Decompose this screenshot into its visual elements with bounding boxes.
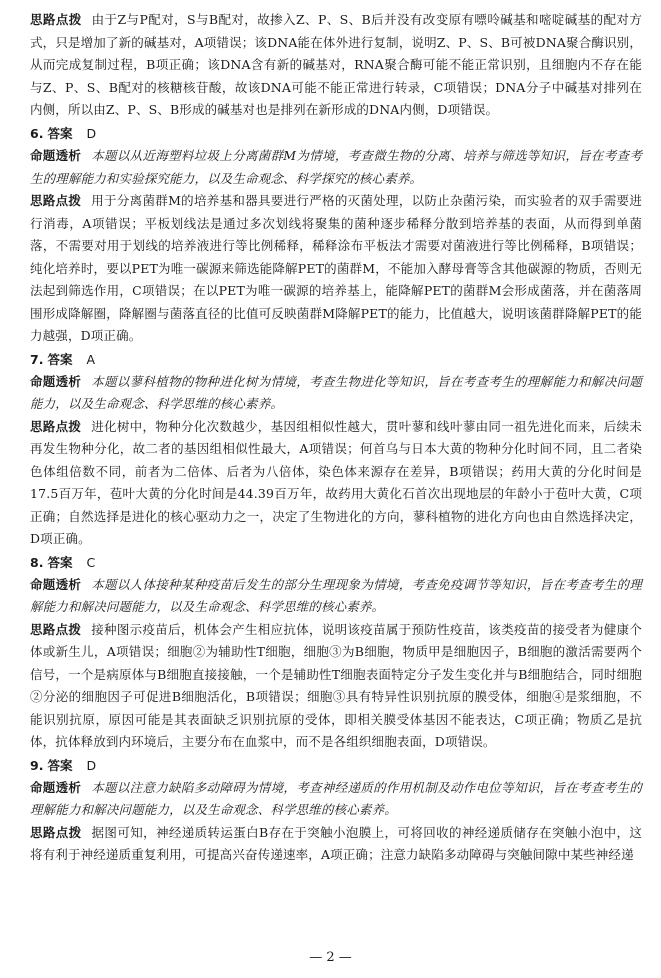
s9-mingti-text: 本题以注意力缺陷多动障碍为情境，考查神经递质的作用机制及动作电位等知识，旨在考查考生的理解能力和解决问题能力，以及生命观念、科学思维的核心素养。 — [30, 779, 642, 817]
s9-silu-label: 思路点拨 — [30, 824, 82, 840]
s6-mingti-paragraph — [30, 145, 642, 190]
s5-silu-text: 由于Z与P配对，S与B配对，故掺入Z、P、S、B后并没有改变原有嘌呤碱基和嘧啶碱基的配对方式，只是增加了新的碱基对，A项错误；该DNA能在体外进行复制，说明Z、P、S、B可被DNA聚合酶识别，从而完成复制过程，B项正确；该DNA含有新的碱基对，RNA聚合酶可能不能正常识别，且细胞内不存在能与Z、P、S、B配对的核糖核苷酸，故该DNA可能不能正常进行转录，C项错误；DNA分子中碱基对排列在内侧，所以由Z、P、S、B形成的碱基对也是排列在新形成的DNA内侧，D项错误。 — [30, 12, 642, 117]
page-number: — 2 — — [309, 950, 352, 965]
s6-answer-value: D — [86, 126, 97, 141]
s7-answer-label: 答案 — [47, 351, 73, 367]
s8-number: 8. — [30, 554, 44, 570]
s6-answer-label: 答案 — [47, 126, 73, 141]
page-content — [30, 9, 642, 867]
s8-silu-text: 接种图示疫苗后，机体会产生相应抗体，说明该疫苗属于预防性疫苗，该类疫苗的接受者为健康个体或新生儿，A项错误；细胞②为辅助性T细胞，细胞③为B细胞，物质甲是细胞因子，B细胞的激活需要两个信号，一个是病原体与B细胞直接接触，一个是辅助性T细胞表面特定分子发生变化并与B细胞结合，同时细胞②分泌的细胞因子可促进B细胞活化，B项错误；细胞③具有特异性识别抗原的膜受体，细胞④是浆细胞，不能识别抗原，原因可能是其表面缺乏识别抗原的受体，即相关膜受体基因不能表达，C项正确；物质乙是抗体，抗体释放到内环境后，主要分布在血浆中，而不是各组织细胞表面，D项错误。 — [30, 621, 642, 749]
s7-mingti-text: 本题以蓼科植物的物种进化树为情境，考查生物进化等知识，旨在考查考生的理解能力和解决问题能力，以及生命观念、科学思维的核心素养。 — [30, 373, 642, 411]
s6-number: 6. — [30, 126, 44, 141]
s7-answer-line — [30, 348, 642, 371]
s8-silu-label: 思路点拨 — [30, 621, 82, 637]
s6-answer-line — [30, 122, 642, 145]
s8-silu-paragraph — [30, 619, 642, 754]
s8-mingti-text: 本题以人体接种某种疫苗后发生的部分生理现象为情境，考查免疫调节等知识，旨在考查考生的理解能力和解决问题能力，以及生命观念、科学思维的核心素养。 — [30, 576, 642, 614]
s9-answer-label: 答案 — [47, 757, 73, 773]
s7-mingti-paragraph — [30, 371, 642, 416]
s9-mingti-label: 命题透析 — [30, 779, 82, 795]
s9-silu-paragraph — [30, 822, 642, 867]
s8-answer-label: 答案 — [47, 554, 73, 570]
s8-answer-value: C — [86, 554, 96, 570]
s6-mingti-text: 本题以从近海塑料垃圾上分离菌群M为情境，考查微生物的分离、培养与筛选等知识，旨在考查考生的理解能力和实验探究能力，以及生命观念、科学探究的核心素养。 — [30, 148, 642, 186]
s6-silu-paragraph — [30, 190, 642, 348]
s9-answer-line — [30, 754, 642, 777]
s6-silu-text: 用于分离菌群M的培养基和器具要进行严格的灭菌处理，以防止杂菌污染，而实验者的双手需要进行消毒，A项错误；平板划线法是通过多次划线将聚集的菌种逐步稀释分散到培养基的表面，从而得到单菌落，不需要对用于划线的培养液进行等比例稀释，稀释涂布平板法才需要对菌液进行等比例稀释，B项错误；纯化培养时，要以PET为唯一碳源来筛选能降解PET的菌群M，不能加入酵母膏等含其他碳源的物质，否则无法起到筛选作用，C项错误；在以PET为唯一碳源的培养基上，能降解PET的菌群M会形成菌落，并在菌落周围形成降解圈，降解圈与菌落直径的比值可反映菌群M降解PET的能力，比值越大，说明该菌群降解PET的能力越强，D项正确。 — [30, 193, 642, 343]
s9-mingti-paragraph — [30, 777, 642, 822]
s9-answer-value: D — [86, 757, 97, 773]
s7-number: 7. — [30, 351, 44, 367]
s9-number: 9. — [30, 757, 44, 773]
s6-mingti-label: 命题透析 — [30, 148, 82, 163]
s8-mingti-label: 命题透析 — [30, 576, 82, 592]
s7-silu-paragraph — [30, 416, 642, 551]
s8-mingti-paragraph — [30, 574, 642, 619]
s5-silu-paragraph — [30, 9, 642, 122]
s8-answer-line — [30, 551, 642, 574]
s7-answer-value: A — [86, 351, 96, 367]
s7-silu-label: 思路点拨 — [30, 418, 82, 434]
s6-silu-label: 思路点拨 — [30, 193, 82, 208]
s7-silu-text: 进化树中，物种分化次数越少，基因组相似性越大，贯叶蓼和线叶蓼由同一祖先进化而来，后续未再发生物种分化，故二者的基因组相似性最大，A项错误；何首乌与日本大黄的物种分化时间不同，且二者染色体组倍数不同，前者为二倍体、后者为八倍体，染色体来源存在差异，B项错误；药用大黄的分化时间是17.5百万年，苞叶大黄的分化时间是44.39百万年，故药用大黄化石首次出现地层的年龄小于苞叶大黄，C项正确；自然选择是进化的核心驱动力之一，决定了生物进化的方向，蓼科植物的进化方向也由自然选择决定，D项正确。 — [30, 418, 642, 546]
s7-mingti-label: 命题透析 — [30, 373, 82, 389]
s9-silu-text: 据图可知，神经递质转运蛋白B存在于突触小泡膜上，可将回收的神经递质储存在突触小泡中，这将有利于神经递质重复利用，可提高兴奋传递速率，A项正确；注意力缺陷多动障碍与突触间隙中某些神经递 — [30, 824, 642, 862]
s5-silu-label: 思路点拨 — [30, 12, 82, 27]
